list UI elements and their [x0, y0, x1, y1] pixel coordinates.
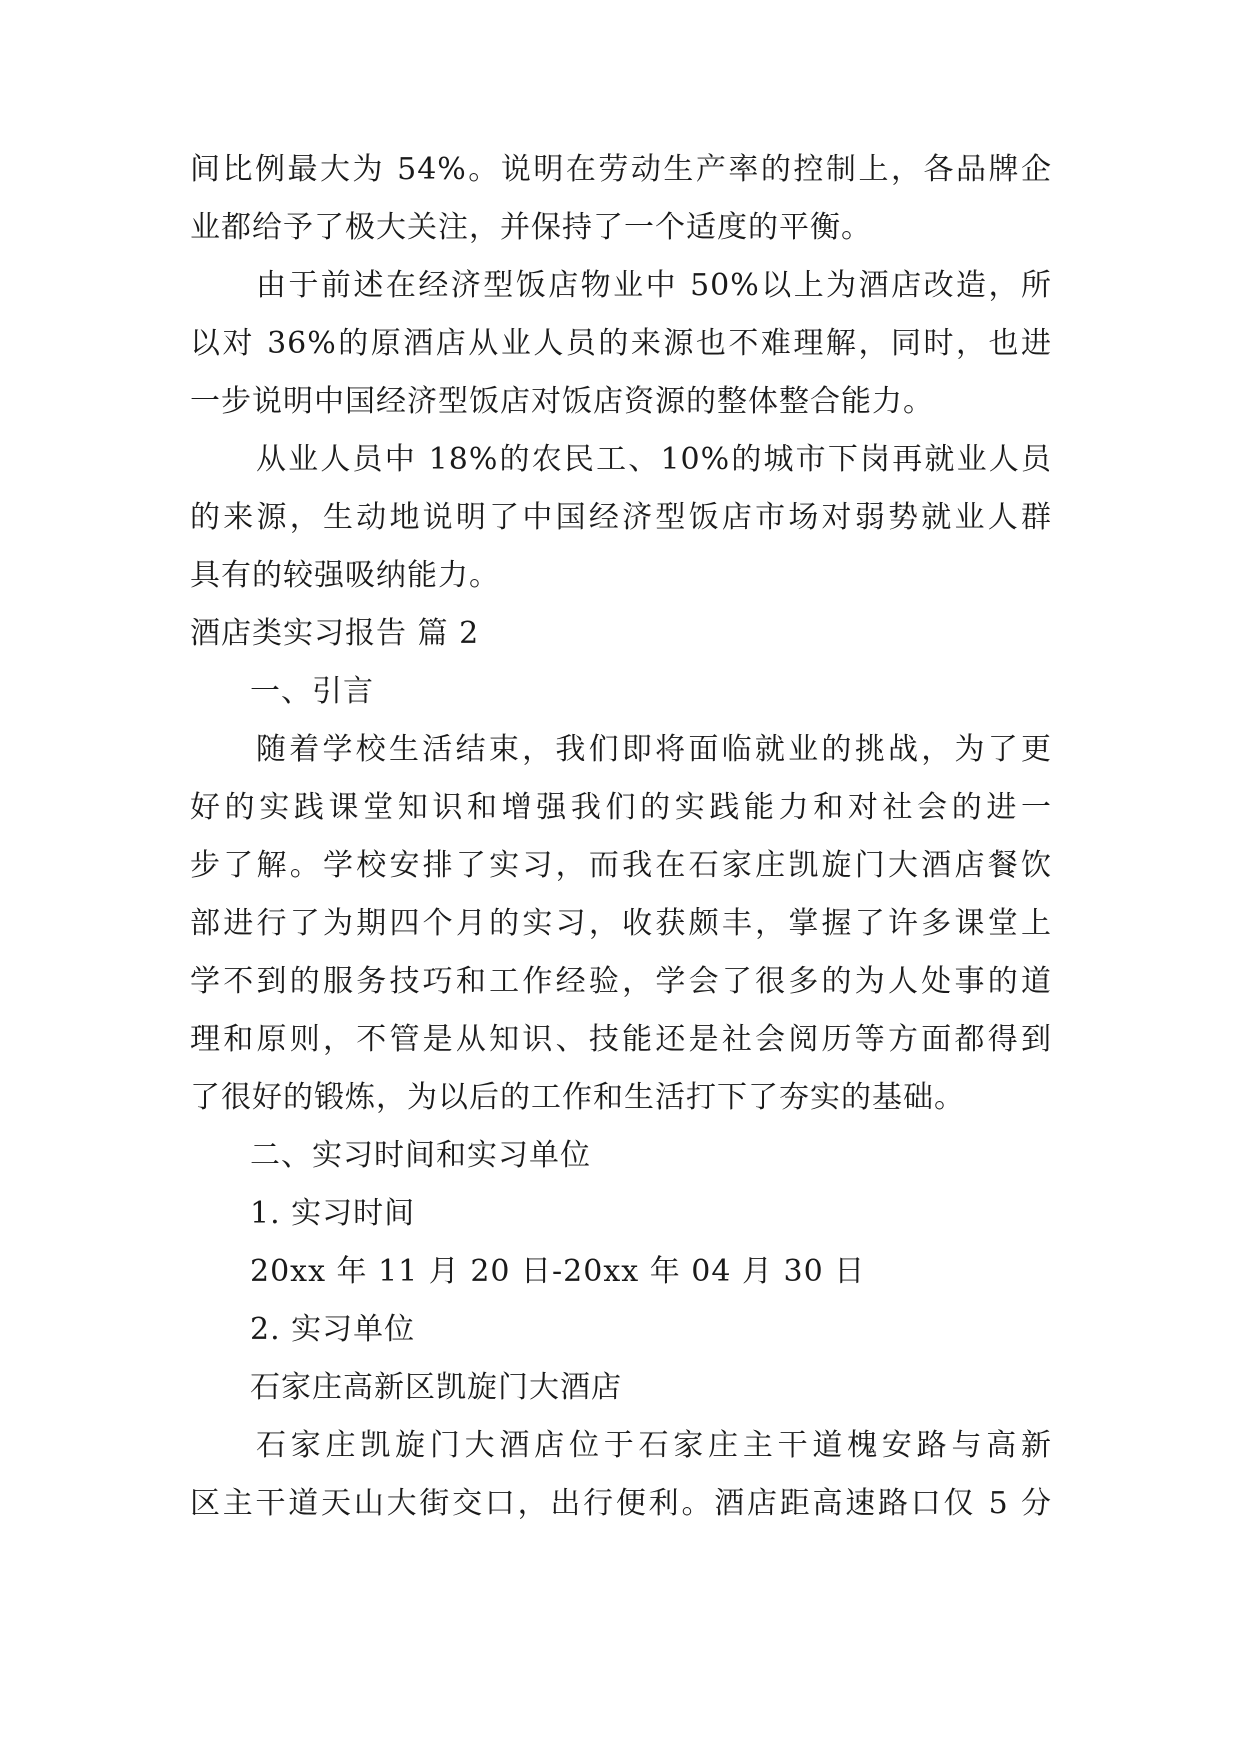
paragraph-line: 步了解。学校安排了实习，而我在石家庄凯旋门大酒店餐饮: [190, 848, 1052, 883]
paragraph-line: 具有的较强吸纳能力。: [190, 558, 500, 593]
subheading-internship-unit: 2. 实习单位: [250, 1312, 416, 1347]
paragraph-line: 学不到的服务技巧和工作经验，学会了很多的为人处事的道: [190, 964, 1052, 999]
paragraph-line: 部进行了为期四个月的实习，收获颇丰，掌握了许多课堂上: [190, 906, 1052, 941]
paragraph-line: 随着学校生活结束，我们即将面临就业的挑战，为了更: [256, 732, 1052, 767]
internship-dates: 20xx 年 11 月 20 日-20xx 年 04 月 30 日: [250, 1254, 866, 1289]
paragraph-line: 理和原则，不管是从知识、技能还是社会阅历等方面都得到: [190, 1022, 1052, 1057]
internship-unit-name: 石家庄高新区凯旋门大酒店: [250, 1370, 622, 1405]
paragraph-line: 区主干道天山大街交口，出行便利。酒店距高速路口仅 5 分: [190, 1486, 1052, 1521]
paragraph-line: 间比例最大为 54%。说明在劳动生产率的控制上，各品牌企: [190, 152, 1052, 187]
paragraph-line: 好的实践课堂知识和增强我们的实践能力和对社会的进一: [190, 790, 1052, 825]
subheading-internship-time: 1. 实习时间: [250, 1196, 416, 1231]
paragraph-line: 以对 36%的原酒店从业人员的来源也不难理解，同时，也进: [190, 326, 1052, 361]
paragraph-line: 业都给予了极大关注，并保持了一个适度的平衡。: [190, 210, 872, 245]
paragraph-line: 一步说明中国经济型饭店对饭店资源的整体整合能力。: [190, 384, 934, 419]
paragraph-line: 由于前述在经济型饭店物业中 50%以上为酒店改造，所: [256, 268, 1052, 303]
paragraph-line: 了很好的锻炼，为以后的工作和生活打下了夯实的基础。: [190, 1080, 965, 1115]
paragraph-line: 从业人员中 18%的农民工、10%的城市下岗再就业人员: [256, 442, 1052, 477]
section-title: 酒店类实习报告 篇 2: [190, 616, 480, 651]
heading-internship-time-unit: 二、实习时间和实习单位: [250, 1138, 591, 1173]
heading-introduction: 一、引言: [250, 674, 374, 709]
paragraph-line: 的来源，生动地说明了中国经济型饭店市场对弱势就业人群: [190, 500, 1052, 535]
paragraph-line: 石家庄凯旋门大酒店位于石家庄主干道槐安路与高新: [256, 1428, 1052, 1463]
